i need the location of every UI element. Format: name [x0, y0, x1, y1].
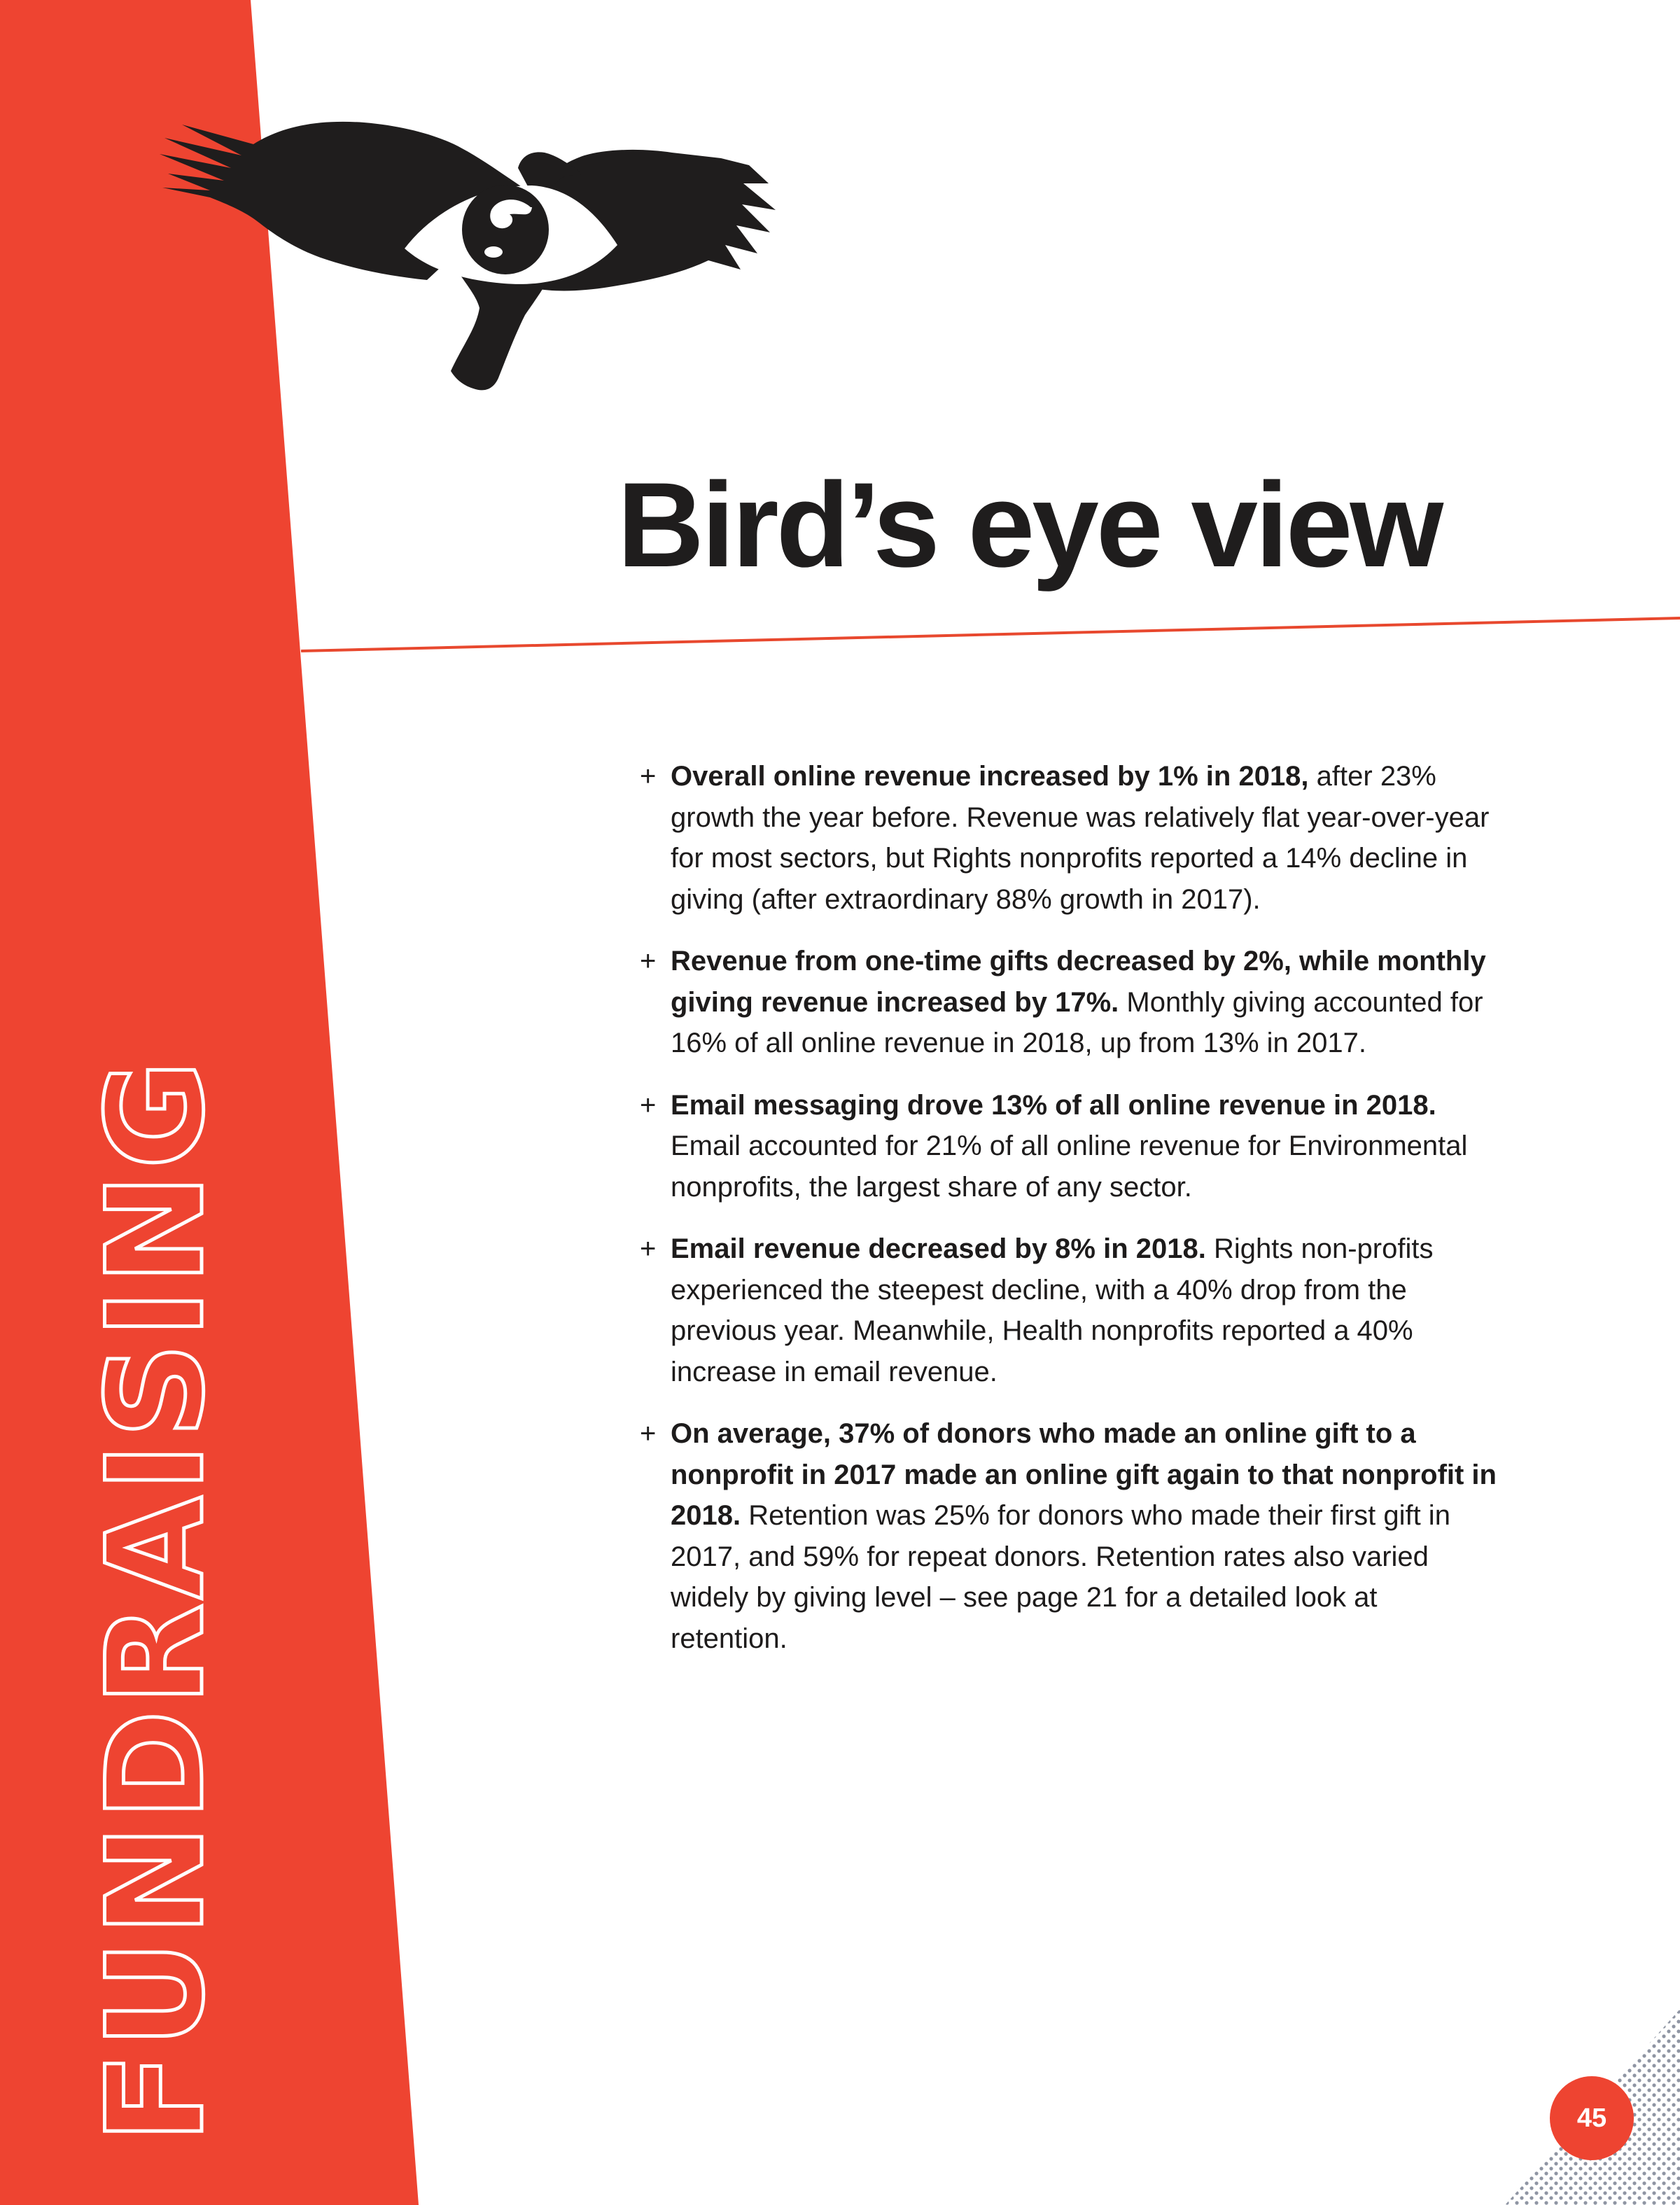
list-item-text: after 23% growth the year before. Revenue was relatively flat year-over-year for most sectors, but Rights nonprofits reported a 14% decline in giving (after extraordinary 88% growth in 2017). [671, 761, 1490, 915]
page-number-badge: 45 [1550, 2076, 1634, 2160]
plus-icon: + [640, 1089, 657, 1121]
list-item-text: Retention was 25% for donors who made their first gift in 2017, and 59% for repeat donors. Retention rates also varied widely by giving level – see page 21 for a detailed look at retention. [671, 1500, 1450, 1654]
list-item [637, 756, 1498, 920]
key-findings-list [637, 756, 1498, 1680]
plus-icon: + [640, 946, 657, 976]
list-item [637, 1413, 1498, 1659]
list-item-text: Monthly giving accounted for 16% of all online revenue in 2018, up from 13% in 2017. [671, 986, 1483, 1058]
list-item [637, 1085, 1498, 1208]
list-item-text: Rights non-profits experienced the steepest decline, with a 40% drop from the previous year. Meanwhile, Health nonprofits reported a 40% increase in email revenue. [671, 1233, 1434, 1387]
plus-icon: + [640, 1233, 657, 1264]
list-item-bold: Email messaging drove 13% of all online revenue in 2018. [671, 1089, 1436, 1121]
list-item [637, 941, 1498, 1064]
list-item-bold: Overall online revenue increased by 1% in 2018, [671, 761, 1309, 792]
list-item-bold: Revenue from one-time gifts decreased by 2%, while monthly giving revenue increased by 17%. [671, 946, 1486, 1018]
page-title: Bird’s eye view [617, 458, 1441, 592]
section-label-container [78, 1056, 233, 2143]
list-item [637, 1228, 1498, 1392]
list-item-text: Email accounted for 21% of all online revenue for Environmental nonprofits, the largest share of any sector. [671, 1130, 1468, 1203]
plus-icon: + [640, 761, 657, 792]
plus-icon: + [640, 1418, 657, 1449]
title-divider-rule [301, 618, 1680, 651]
list-item-bold: On average, 37% of donors who made an online gift to a nonprofit in 2017 made an online gift again to that nonprofit in 2018. [671, 1418, 1497, 1531]
section-label: FUNDRAISING [78, 1056, 233, 2143]
list-item-bold: Email revenue decreased by 8% in 2018. [671, 1233, 1206, 1264]
